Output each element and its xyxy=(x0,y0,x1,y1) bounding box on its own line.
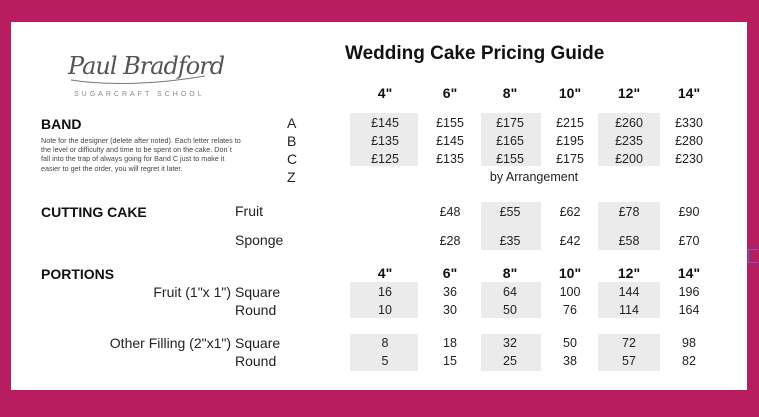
cutting-label-1: Sponge xyxy=(235,232,284,248)
cutting-1-price-3: £58 xyxy=(618,234,640,248)
pricing-sheet xyxy=(11,22,747,390)
band-A-price-2: £175 xyxy=(496,116,524,130)
band-B-price-2: £165 xyxy=(496,134,524,148)
portion-1-0-value-4: 72 xyxy=(622,336,636,350)
portion-size-header-5: 14" xyxy=(677,265,701,281)
band-C-price-1: £135 xyxy=(436,152,464,166)
portion-1-0-value-1: 18 xyxy=(443,336,457,350)
portion-1-1-value-4: 57 xyxy=(622,354,636,368)
portion-shape-0-1: Round xyxy=(235,302,277,318)
portion-0-0-value-4: 144 xyxy=(618,285,640,299)
size-header-5: 14" xyxy=(677,85,701,101)
portion-1-0-value-2: 32 xyxy=(503,336,517,350)
band-designer-note: Note for the designer (delete after noted). Each letter relates to the level or difficulty and time to be spent on the cake. Don´t fall into the trap of always going for Band C just to make it easier to get the order, you will regret it later. xyxy=(41,136,241,173)
band-C-price-3: £175 xyxy=(556,152,584,166)
portion-0-0-value-3: 100 xyxy=(559,285,581,299)
portion-0-1-value-1: 30 xyxy=(443,303,457,317)
band-letter-Z: Z xyxy=(287,169,296,185)
portion-0-1-value-4: 114 xyxy=(619,303,639,317)
portions-heading: PORTIONS xyxy=(41,266,115,282)
portion-0-1-value-0: 10 xyxy=(378,303,392,317)
portion-1-1-value-3: 38 xyxy=(563,354,577,368)
cutting-0-price-2: £62 xyxy=(559,205,581,219)
portion-size-header-0: 4" xyxy=(377,265,393,281)
portion-shape-1-1: Round xyxy=(235,353,277,369)
band-C-price-2: £155 xyxy=(496,152,524,166)
band-C-price-4: £200 xyxy=(615,152,643,166)
portion-0-0-value-5: 196 xyxy=(678,285,700,299)
band-B-price-3: £195 xyxy=(556,134,584,148)
band-A-price-0: £145 xyxy=(371,116,399,130)
cutting-1-price-0: £28 xyxy=(439,234,461,248)
portion-shape-0-0: Square xyxy=(235,284,281,300)
portion-1-1-value-0: 5 xyxy=(381,354,389,368)
band-B-price-4: £235 xyxy=(615,134,643,148)
portion-group-label-1: Other Filling (2"x1") xyxy=(109,335,231,351)
portion-1-1-value-2: 25 xyxy=(503,354,517,368)
portion-0-0-value-0: 16 xyxy=(378,285,392,299)
cutting-1-price-1: £35 xyxy=(499,234,521,248)
portion-1-0-value-3: 50 xyxy=(563,336,577,350)
cutting-heading: CUTTING CAKE xyxy=(41,204,147,220)
band-A-price-1: £155 xyxy=(436,116,464,130)
size-header-1: 6" xyxy=(442,85,458,101)
band-B-price-5: £280 xyxy=(675,134,703,148)
portion-0-0-value-1: 36 xyxy=(443,285,457,299)
logo-script: Paul Bradford xyxy=(68,52,225,80)
cutting-0-price-3: £78 xyxy=(618,205,640,219)
size-header-0: 4" xyxy=(377,85,393,101)
portion-shape-1-0: Square xyxy=(235,335,281,351)
band-A-price-5: £330 xyxy=(675,116,703,130)
size-header-2: 8" xyxy=(502,85,518,101)
size-header-3: 10" xyxy=(558,85,582,101)
band-C-price-0: £125 xyxy=(371,152,399,166)
portion-size-header-3: 10" xyxy=(558,265,582,281)
cutting-0-price-0: £48 xyxy=(439,205,461,219)
band-B-price-1: £145 xyxy=(436,134,464,148)
band-letter-A: A xyxy=(287,115,297,131)
portion-0-1-value-5: 164 xyxy=(678,303,700,317)
band-letter-B: B xyxy=(287,133,297,149)
portion-size-header-1: 6" xyxy=(442,265,458,281)
portion-group-label-0: Fruit (1"x 1") xyxy=(153,284,231,300)
cutting-label-0: Fruit xyxy=(235,203,263,219)
band-heading: BAND xyxy=(41,116,82,132)
portion-1-1-value-5: 82 xyxy=(682,354,696,368)
band-letter-C: C xyxy=(287,151,298,167)
portion-0-1-value-2: 50 xyxy=(503,303,517,317)
page-title: Wedding Cake Pricing Guide xyxy=(345,43,605,64)
band-Z-text: by Arrangement xyxy=(489,170,579,184)
size-header-4: 12" xyxy=(617,85,641,101)
band-C-price-5: £230 xyxy=(675,152,703,166)
logo-subtitle: SUGARCRAFT SCHOOL xyxy=(74,91,205,98)
portion-1-0-value-5: 98 xyxy=(682,336,696,350)
cutting-0-price-1: £55 xyxy=(499,205,521,219)
cutting-0-price-4: £90 xyxy=(678,205,700,219)
band-B-price-0: £135 xyxy=(371,134,399,148)
band-A-price-4: £260 xyxy=(615,116,643,130)
selection-edge-marker xyxy=(748,249,758,263)
portion-size-header-4: 12" xyxy=(617,265,641,281)
portion-size-header-2: 8" xyxy=(502,265,518,281)
portion-1-0-value-0: 8 xyxy=(381,336,389,350)
portion-0-0-value-2: 64 xyxy=(503,285,517,299)
portion-0-1-value-3: 76 xyxy=(563,303,577,317)
band-A-price-3: £215 xyxy=(556,116,584,130)
cutting-1-price-2: £42 xyxy=(559,234,581,248)
portion-1-1-value-1: 15 xyxy=(443,354,457,368)
cutting-1-price-4: £70 xyxy=(678,234,700,248)
